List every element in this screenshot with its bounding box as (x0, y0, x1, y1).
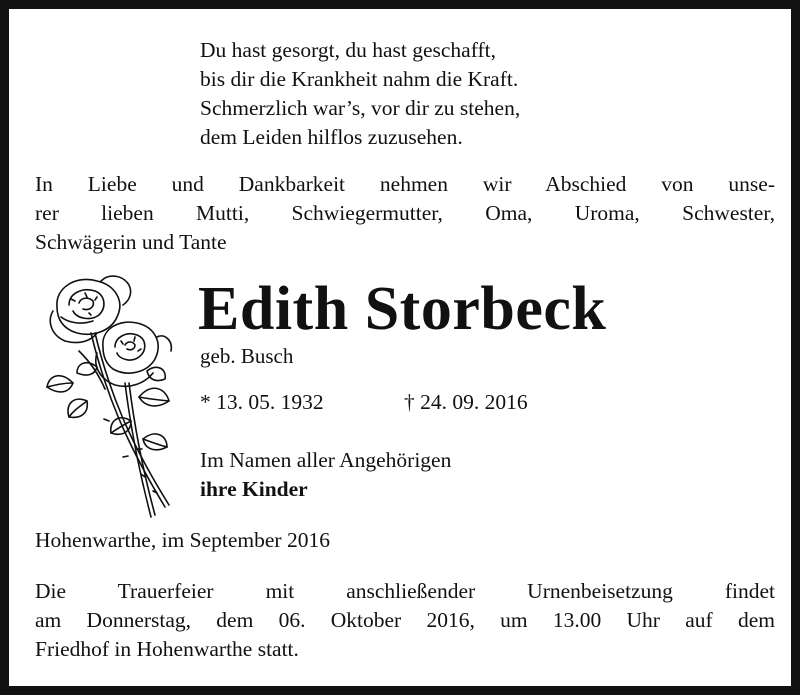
intro-line: rer lieben Mutti, Schwiegermutter, Oma, Uroma, Schwester, (35, 201, 775, 225)
maiden-name: geb. Busch (200, 344, 294, 368)
poem-line: dem Leiden hilflos zuzusehen. (200, 125, 463, 149)
poem (200, 36, 520, 152)
deceased-name: Edith Storbeck (198, 275, 607, 343)
birth-date: * 13. 05. 1932 (200, 390, 324, 414)
rose-icon (39, 271, 177, 519)
life-dates (200, 387, 528, 417)
family-signature: ihre Kinder (200, 477, 308, 501)
funeral-line: am Donnerstag, dem 06. Oktober 2016, um 13.00 Uhr auf dem (35, 608, 775, 632)
funeral-line: Friedhof in Hohenwarthe statt. (35, 637, 299, 661)
death-date: † 24. 09. 2016 (404, 390, 528, 414)
poem-line: Du hast gesorgt, du hast geschafft, (200, 38, 496, 62)
poem-line: bis dir die Krankheit nahm die Kraft. (200, 67, 519, 91)
intro-line: In Liebe und Dankbarkeit nehmen wir Abschied von unse- (35, 172, 775, 196)
poem-line: Schmerzlich war’s, vor dir zu stehen, (200, 96, 521, 120)
intro-text (35, 170, 775, 257)
funeral-line: Die Trauerfeier mit anschließender Urnenbeisetzung findet (35, 579, 775, 603)
family-line: Im Namen aller Angehörigen (200, 448, 452, 472)
intro-line: Schwägerin und Tante (35, 230, 227, 254)
place-date: Hohenwarthe, im September 2016 (35, 528, 330, 552)
funeral-info (35, 577, 775, 664)
